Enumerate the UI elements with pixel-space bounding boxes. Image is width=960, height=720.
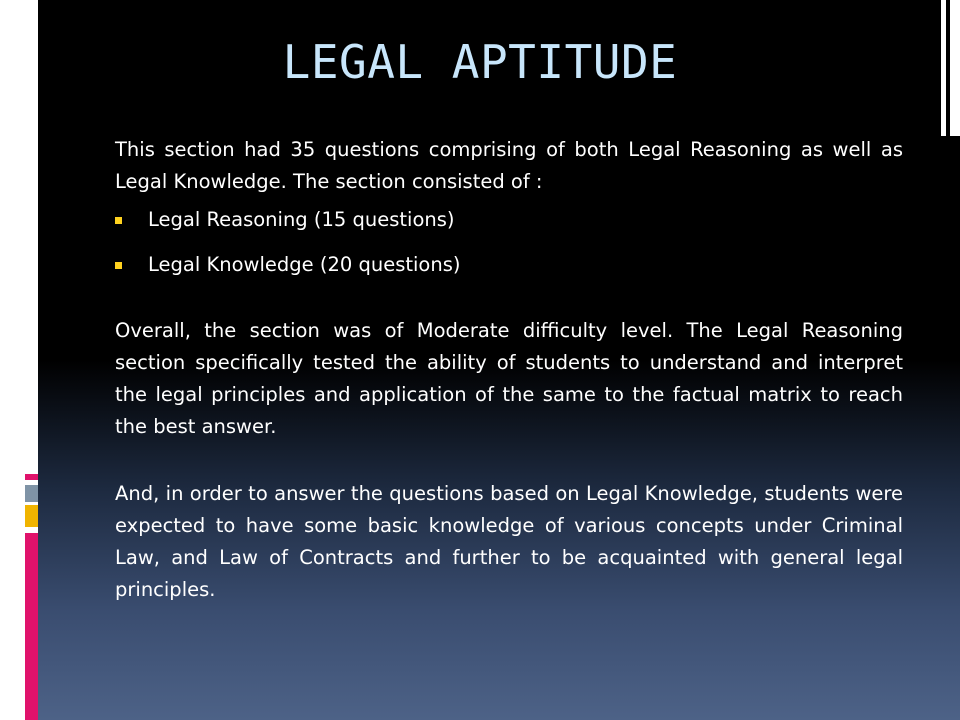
- left-accent-gold: [25, 505, 38, 527]
- slide-body: [115, 134, 903, 606]
- left-accent-gray: [25, 485, 38, 502]
- slide-title: LEGAL APTITUDE: [282, 35, 678, 89]
- right-deco-bar-2: [950, 0, 960, 136]
- bullet-item: [115, 249, 903, 281]
- intro-paragraph: This section had 35 questions comprising of both Legal Reasoning as well as Legal Knowledge. The section consisted of :: [115, 138, 903, 193]
- square-bullet-icon: [115, 262, 122, 269]
- bullet-item: [115, 204, 903, 236]
- left-accent-pink: [25, 533, 38, 720]
- square-bullet-icon: [115, 217, 122, 224]
- left-accent-pink-top: [25, 474, 38, 480]
- bullet-text: Legal Knowledge (20 questions): [148, 253, 461, 276]
- bullet-text: Legal Reasoning (15 questions): [148, 208, 455, 231]
- knowledge-paragraph: And, in order to answer the questions based on Legal Knowledge, students were expected to have some basic knowledge of various concepts under Criminal Law, and Law of Contracts and further to be acquainted with general legal principles.: [115, 482, 903, 601]
- right-deco-bar-1: [941, 0, 946, 136]
- section-bullet-list: [115, 204, 903, 281]
- difficulty-paragraph: Overall, the section was of Moderate difficulty level. The Legal Reasoning section specifically tested the ability of students to understand and interpret the legal principles and application of the same to the factual matrix to reach the best answer.: [115, 319, 903, 438]
